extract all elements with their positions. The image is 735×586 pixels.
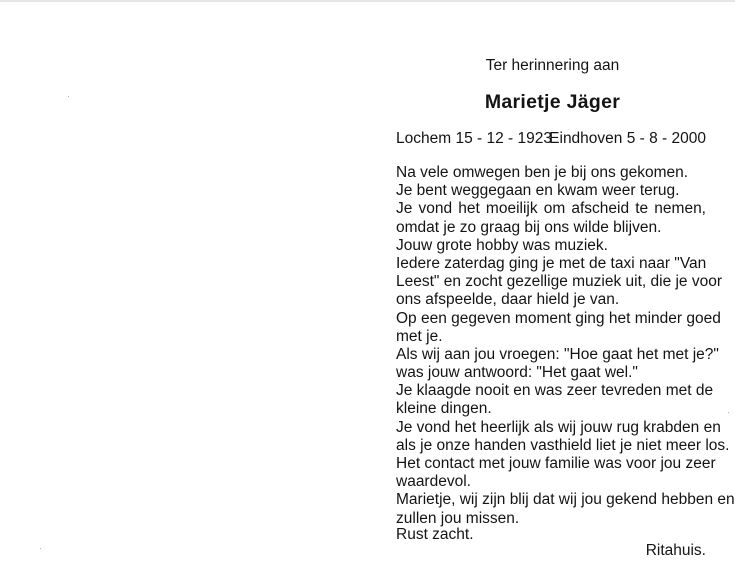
scan-edge	[0, 0, 735, 2]
text-line: Je bent weggegaan en kwam weer terug.	[396, 182, 680, 200]
text-line: ons afspeelde, daar hield je van.	[396, 291, 620, 309]
text-line: waardevol.	[396, 473, 471, 491]
closing-line: Rust zacht.	[396, 526, 474, 543]
death-place-date: Eindhoven 5 - 8 - 2000	[549, 130, 706, 147]
text-line: Je vond het heerlijk als wij jouw rug krabden en	[396, 418, 721, 436]
birth-place-date: Lochem 15 - 12 - 1923	[396, 130, 552, 147]
text-line: Je klaagde nooit en was zeer tevreden met de	[396, 382, 714, 400]
scan-speck	[728, 412, 729, 413]
deceased-name: Marietje Jäger	[484, 91, 621, 113]
memorial-text	[396, 164, 735, 528]
text-line: Iedere zaterdag ging je met de taxi naar "Van	[396, 254, 707, 272]
text-line: Het contact met jouw familie was voor jou zeer	[396, 455, 716, 472]
text-line: met je.	[396, 327, 443, 345]
text-line: was jouw antwoord: "Het gaat wel."	[396, 364, 638, 382]
text-line: als je onze handen vasthield liet je niet meer los.	[396, 436, 730, 454]
text-line: Op een gegeven moment ging het minder goed	[396, 309, 721, 327]
scan-speck	[40, 548, 41, 549]
text-line: zullen jou missen.	[396, 509, 520, 527]
scan-speck	[68, 96, 69, 97]
text-line: Als wij aan jou vroegen: "Hoe gaat het met je?"	[396, 345, 719, 363]
intro-line: Ter herinnering aan	[485, 57, 620, 74]
text-line: Marietje, wij zijn blij dat wij jou gekend hebben en	[396, 491, 735, 509]
text-line: Leest" en zocht gezellige muziek uit, die je voor	[396, 273, 723, 291]
signature: Ritahuis.	[645, 542, 706, 559]
text-line: kleine dingen.	[396, 400, 492, 418]
text-line: omdat je zo graag bij ons wilde blijven.	[396, 218, 662, 236]
text-line: Je vond het moeilijk om afscheid te nemen,	[396, 200, 706, 218]
text-line: Jouw grote hobby was muziek.	[396, 236, 608, 254]
text-line: Na vele omwegen ben je bij ons gekomen.	[396, 164, 689, 181]
